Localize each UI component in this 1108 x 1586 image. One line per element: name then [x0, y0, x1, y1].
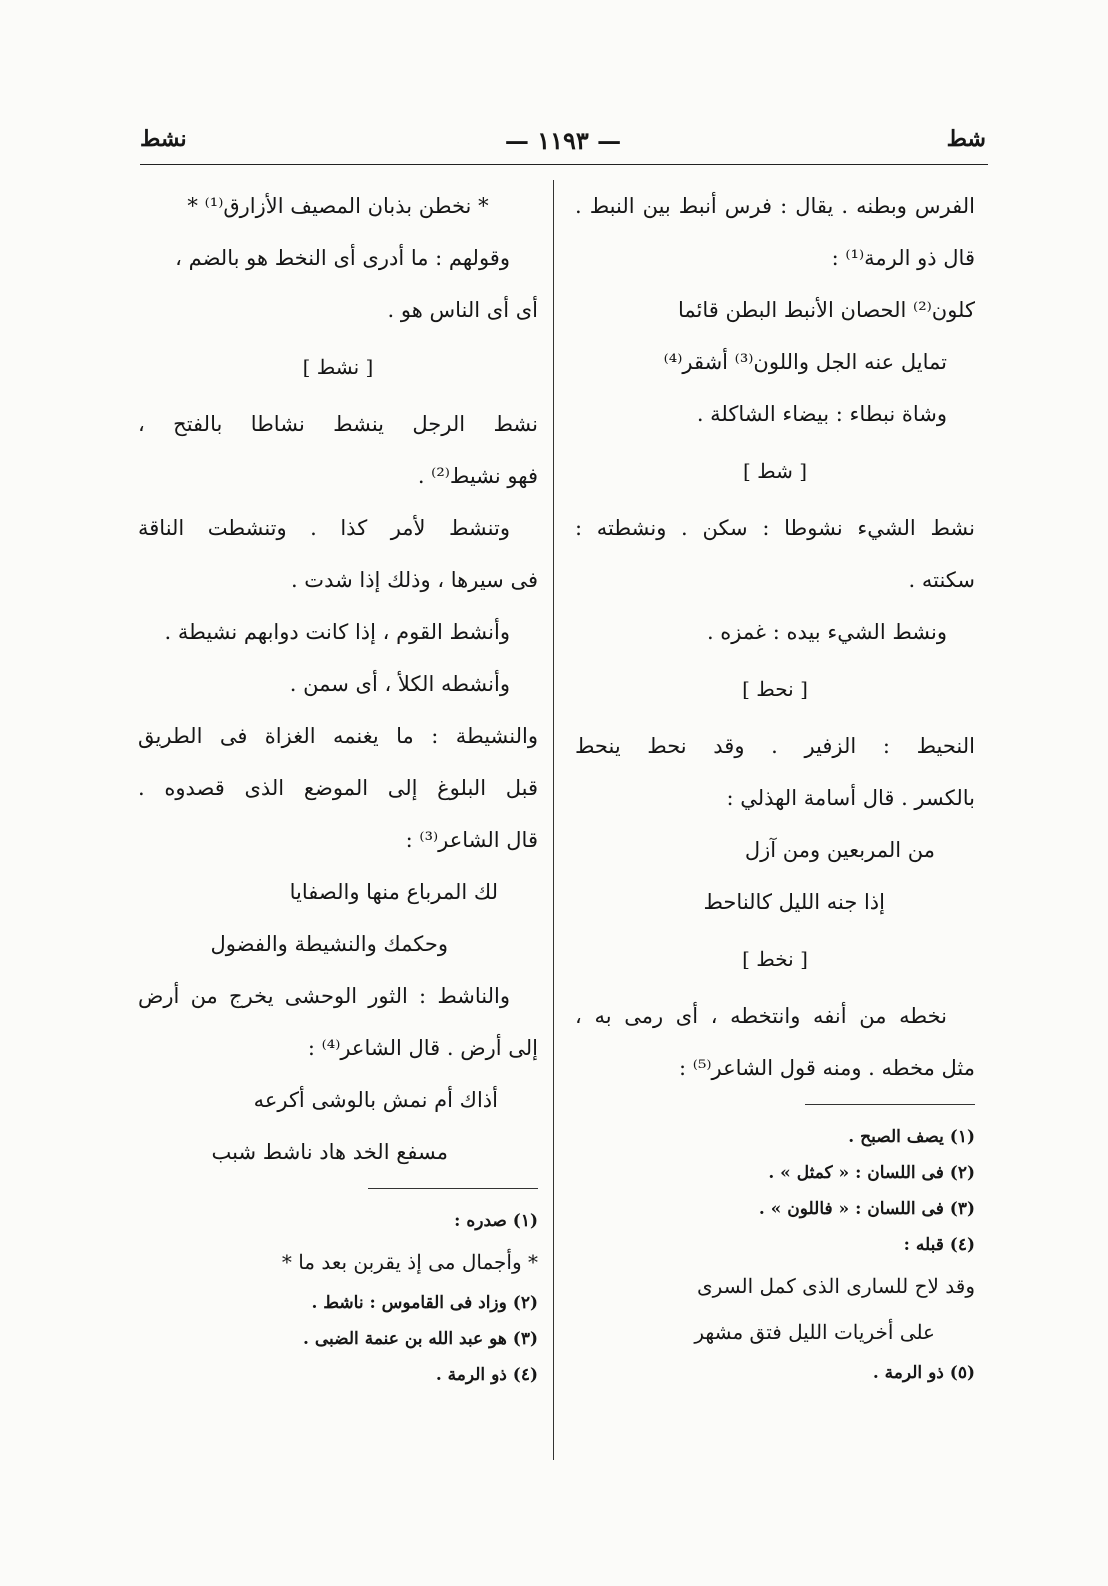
footnote: (٢) فى اللسان : « كمثل » .: [768, 1163, 975, 1183]
footnote: (٣) فى اللسان : « فاللون » .: [758, 1199, 975, 1219]
text-line: مثل مخطه . ومنه قول الشاعر⁽⁵⁾ :: [679, 1056, 975, 1080]
footnote: (٤) قبله :: [903, 1235, 975, 1255]
text-line: الفرس وبطنه . يقال : فرس أنبط بين النبط .: [575, 194, 975, 218]
footnote-verse: * وأجمال مى إذ يقربن بعد ما *: [281, 1250, 538, 1274]
verse-line: كلون⁽²⁾ الحصان الأنبط البطن قائما: [677, 298, 975, 322]
text-line: وشاة نبطاء : بيضاء الشاكلة .: [696, 402, 947, 426]
text-line: قبل البلوغ إلى الموضع الذى قصدوه .: [138, 776, 538, 800]
text-line: فهو نشيط⁽²⁾ .: [417, 464, 538, 488]
verse-line: * نخطن بذبان المصيف الأزارق⁽¹⁾ *: [187, 194, 489, 218]
text-line: والناشط : الثور الوحشى يخرج من أرض: [138, 984, 510, 1008]
page-number: — ١١٩٣ —: [504, 126, 622, 155]
verse-line: إذا جنه الليل كالناحط: [703, 890, 885, 914]
text-line: ونشط الشيء بيده : غمزه .: [706, 620, 947, 644]
footnote: (٤) ذو الرمة .: [435, 1365, 538, 1385]
text-line: سكنته .: [908, 568, 975, 592]
text-line: قال ذو الرمة⁽¹⁾ :: [831, 246, 975, 270]
entry-heading: [ نخط ]: [742, 947, 808, 971]
text-line: وقولهم : ما أدرى أى النخط هو بالضم ،: [175, 246, 510, 270]
column-divider: [553, 180, 554, 1460]
text-line: وأنشط القوم ، إذا كانت دوابهم نشيطة .: [164, 620, 510, 644]
text-line: أى أى الناس هو .: [387, 298, 538, 322]
header-rule: [140, 164, 988, 165]
footnote: (١) صدره :: [454, 1211, 538, 1231]
footnote: (٣) هو عبد الله بن عنمة الضبى .: [303, 1329, 538, 1349]
footnote: (١) يصف الصبح .: [848, 1127, 975, 1147]
footnote-verse: وقد لاح للسارى الذى كمل السرى: [697, 1274, 975, 1298]
text-line: نشط الرجل ينشط نشاطا بالفتح ،: [138, 412, 538, 436]
verse-line: وحكمك والنشيطة والفضول: [210, 932, 448, 956]
footnote: (٥) ذو الرمة .: [872, 1363, 975, 1383]
verse-line: مسفع الخد هاد ناشط شبب: [211, 1140, 448, 1164]
page-header: [140, 126, 986, 166]
text-line: قال الشاعر⁽³⁾ :: [405, 828, 538, 852]
footnote-verse: على أخريات الليل فتق مشهر: [694, 1320, 935, 1344]
text-line: وأنشطه الكلأ ، أى سمن .: [289, 672, 510, 696]
verse-line: لك المرباع منها والصفايا: [289, 880, 498, 904]
header-left-word: نشط: [140, 126, 187, 152]
entry-heading: [ نحط ]: [742, 677, 808, 701]
verse-line: أذاك أم نمش بالوشى أكرعه: [253, 1088, 498, 1112]
text-line: إلى أرض . قال الشاعر⁽⁴⁾ :: [307, 1036, 538, 1060]
entry-heading: [ نشط ]: [302, 355, 374, 379]
text-line: نشط الشيء نشوطا : سكن . ونشطته :: [575, 516, 975, 540]
text-line: فى سيرها ، وذلك إذا شدت .: [290, 568, 538, 592]
text-line: وتنشط لأمر كذا . وتنشطت الناقة: [138, 516, 510, 540]
left-column: [138, 180, 538, 1393]
header-right-word: شط: [946, 126, 986, 152]
text-line: النحيط : الزفير . وقد نحط ينحط: [575, 734, 975, 758]
entry-heading: [ شط ]: [742, 459, 808, 483]
footnote: (٢) وزاد فى القاموس : ناشط .: [311, 1293, 538, 1313]
text-line: نخطه من أنفه وانتخطه ، أى رمى به ،: [575, 1004, 947, 1028]
verse-line: من المربعين ومن آزل: [744, 838, 935, 862]
footnote-rule: [805, 1104, 975, 1105]
footnote-rule: [368, 1188, 538, 1189]
right-column: [575, 180, 975, 1391]
verse-line: تمايل عنه الجل واللون⁽³⁾ أشقر⁽⁴⁾: [663, 350, 947, 374]
text-line: والنشيطة : ما يغنمه الغزاة فى الطريق: [138, 724, 538, 748]
text-line: بالكسر . قال أسامة الهذلي :: [726, 786, 975, 810]
